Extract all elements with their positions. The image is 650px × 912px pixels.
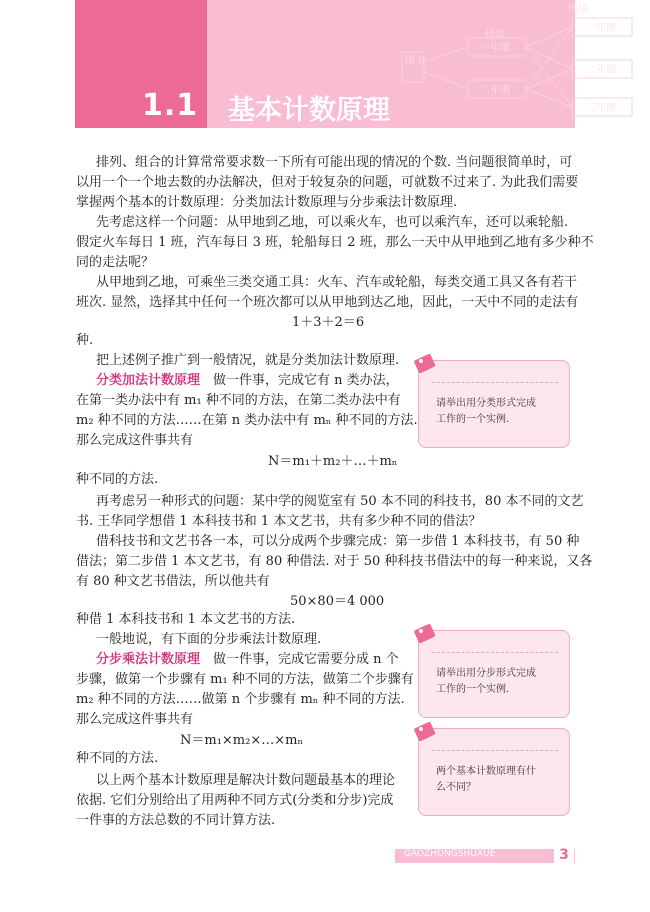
note-rule bbox=[432, 750, 558, 751]
note-rule bbox=[432, 652, 558, 653]
side-note-2 bbox=[418, 630, 572, 722]
paragraph-line: 先考虑这样一个问题：从甲地到乙地，可以乘火车，也可以乘汽车，还可以乘轮船. bbox=[96, 215, 569, 230]
term-multiplication-principle: 分步乘法计数原理 bbox=[96, 652, 201, 667]
paragraph-line: 种. bbox=[76, 333, 94, 348]
formula-addition: N＝m₁＋m₂＋…＋mₙ bbox=[268, 454, 398, 469]
page-number: 3 bbox=[554, 845, 574, 865]
formula-product-example: 50×80＝4 000 bbox=[290, 594, 385, 609]
side-note-3 bbox=[418, 728, 572, 820]
formula-sum-example: 1＋3＋2＝6 bbox=[292, 315, 365, 330]
diagram-label-right-1: 一年期 bbox=[586, 23, 616, 34]
diagram-label-right-3: 三年期 bbox=[586, 103, 616, 114]
section-number: 1.1 bbox=[142, 88, 199, 123]
paragraph-line: 再考虑另一种形式的问题：某中学的阅览室有 50 本不同的科技书，80 本不同的文艺 bbox=[96, 494, 584, 509]
paragraph-line: 种不同的方法. bbox=[76, 472, 159, 487]
paragraph-line: 种不同的方法. bbox=[76, 751, 159, 766]
paragraph-line: 一般地说，有下面的分步乘法计数原理. bbox=[96, 632, 322, 647]
diagram-label-mid-top: 借部 bbox=[485, 30, 505, 41]
paragraph-line bbox=[96, 650, 399, 670]
note-text: 么不同？ bbox=[436, 782, 476, 793]
diagram-label-start: 图书 bbox=[405, 56, 425, 67]
paragraph-line: 在第一类办法中有 m₁ 种不同的方法，在第二类办法中有 bbox=[76, 393, 401, 408]
paragraph-line: m₂ 种不同的方法……做第 n 个步骤有 mₙ 种不同的方法. bbox=[76, 692, 405, 707]
tree-diagram-decoration bbox=[400, 0, 650, 125]
paragraph-line: 那么完成这件事共有 bbox=[76, 712, 194, 727]
pin-icon bbox=[412, 350, 440, 378]
paragraph-line: 书. 王华同学想借 1 本科技书和 1 本文艺书，共有多少种不同的借法？ bbox=[76, 514, 482, 529]
diagram-label-right-top: 国债 bbox=[568, 4, 588, 15]
paragraph-line: 种借 1 本科技书和 1 本文艺书的方法. bbox=[76, 612, 296, 627]
paragraph-line: 以用一个一个地去数的办法解决，但对于较复杂的问题，可就数不过来了. 为此我们需要 bbox=[76, 175, 579, 190]
paragraph-text: 做一件事，完成它需要分成 n 个 bbox=[200, 652, 399, 667]
diagram-label-right-2: 二年期 bbox=[586, 65, 616, 76]
pin-icon bbox=[412, 718, 440, 746]
paragraph-line: 那么完成这件事共有 bbox=[76, 433, 194, 448]
pin-icon bbox=[412, 620, 440, 648]
paragraph-line: 借科技书和文艺书各一本，可以分成两个步骤完成：第一步借 1 本科技书，有 50 种 bbox=[96, 534, 580, 549]
paragraph-line: 把上述例子推广到一般情况，就是分类加法计数原理. bbox=[96, 353, 400, 368]
note-text: 请举出用分步形式完成 bbox=[436, 668, 536, 679]
note-rule bbox=[432, 382, 558, 383]
paragraph-line: 借法；第二步借 1 本文艺书，有 80 种借法. 对于 50 种科技书借法中的每一种来说，又各 bbox=[76, 554, 593, 569]
paragraph-line: 依据. 它们分别给出了用两种不同方式(分类和分步)完成 bbox=[76, 793, 394, 808]
term-addition-principle: 分类加法计数原理 bbox=[96, 373, 201, 388]
paragraph-line: 掌握两个基本的计数原理：分类加法计数原理与分步乘法计数原理. bbox=[76, 195, 458, 210]
paragraph-line: 假定火车每日 1 班，汽车每日 3 班，轮船每日 2 班，那么一天中从甲地到乙地有多少种不 bbox=[76, 235, 594, 250]
paragraph-line: 有 80 种文艺书借法，所以他共有 bbox=[76, 574, 270, 589]
paragraph-line: 排列、组合的计算常常要求数一下所有可能出现的情况的个数. 当问题很简单时，可 bbox=[96, 155, 573, 170]
footer-brand: GAOZHONGSHUXUE bbox=[404, 849, 496, 859]
paragraph-line: 一件事的方法总数的不同计算方法. bbox=[76, 813, 276, 828]
note-text: 工作的一个实例. bbox=[436, 414, 510, 425]
paragraph-line: 以上两个基本计数原理是解决计数问题最基本的理论 bbox=[96, 773, 396, 788]
note-text: 两个基本计数原理有什 bbox=[436, 766, 536, 777]
chapter-header bbox=[75, 0, 616, 128]
section-title: 基本计数原理 bbox=[228, 95, 390, 126]
paragraph-line: m₂ 种不同的方法……在第 n 类办法中有 mₙ 种不同的方法. bbox=[76, 413, 418, 428]
note-text: 请举出用分类形式完成 bbox=[436, 398, 536, 409]
side-note-1 bbox=[418, 360, 572, 450]
paragraph-line: 步骤，做第一个步骤有 m₁ 种不同的方法，做第二个步骤有 bbox=[76, 672, 414, 687]
paragraph-line bbox=[96, 371, 399, 391]
paragraph-text: 做一件事，完成它有 n 类办法， bbox=[200, 373, 399, 388]
diagram-label-mid-2: 二年期 bbox=[480, 85, 510, 96]
note-text: 工作的一个实例. bbox=[436, 684, 510, 695]
paragraph-line: 同的走法呢？ bbox=[76, 255, 155, 270]
paragraph-line: 从甲地到乙地，可乘坐三类交通工具：火车、汽车或轮船，每类交通工具又各有若干 bbox=[96, 275, 578, 290]
formula-multiplication: N＝m₁×m₂×…×mₙ bbox=[180, 733, 304, 748]
diagram-label-mid-1: 一年期 bbox=[480, 43, 510, 54]
paragraph-line: 班次. 显然，选择其中任何一个班次都可以从甲地到达乙地，因此，一天中不同的走法有 bbox=[76, 295, 579, 310]
